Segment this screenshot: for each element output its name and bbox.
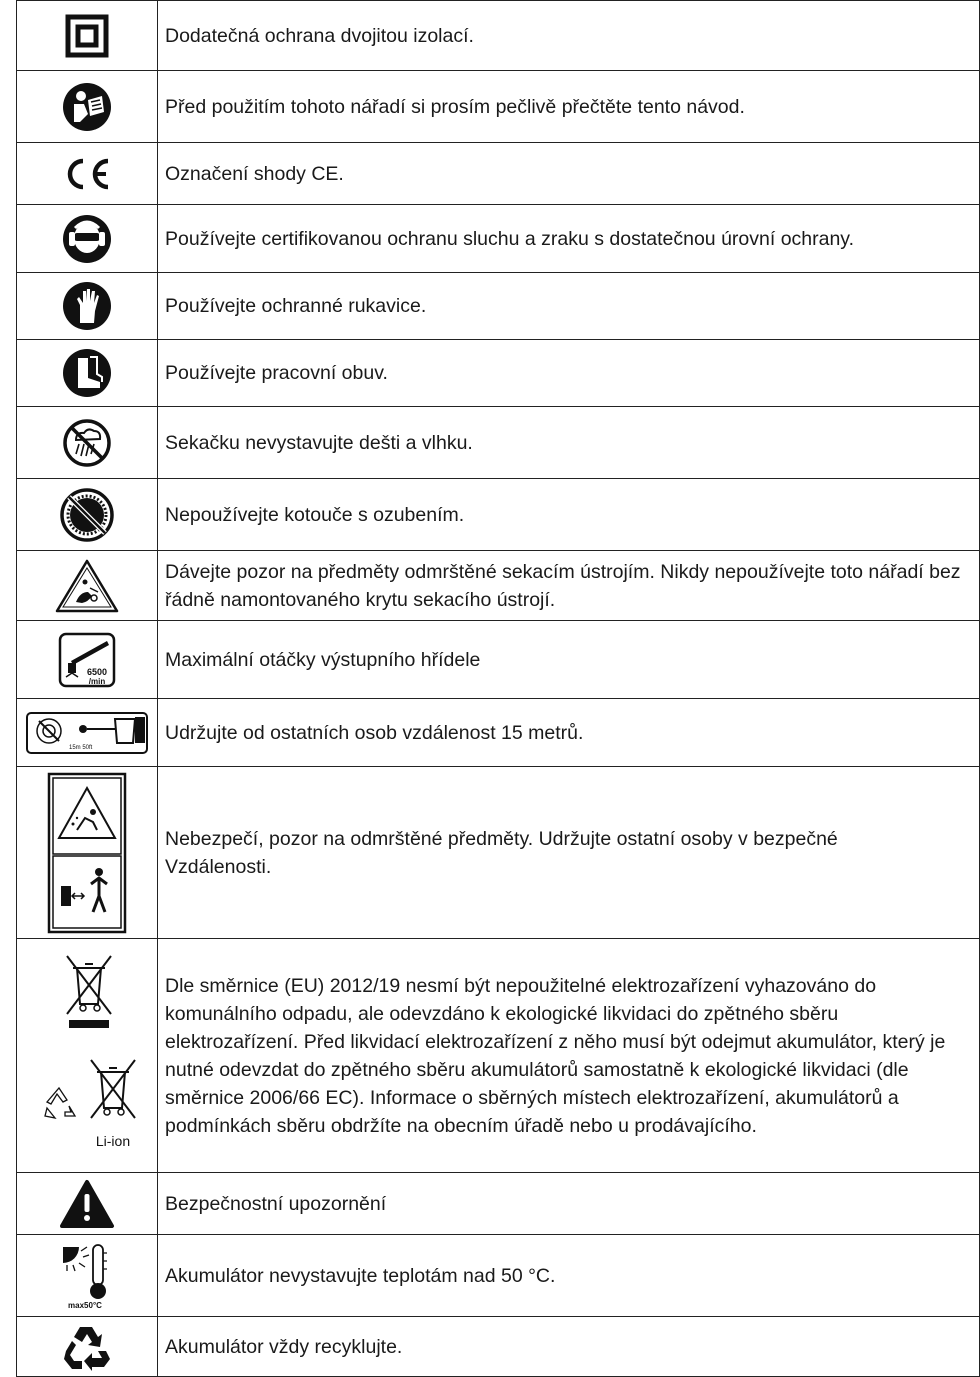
table-row — [17, 273, 980, 340]
table-row — [17, 1173, 980, 1235]
warning-icon — [59, 1179, 115, 1229]
row-text: Udržujte od ostatních osob vzdálenost 15 metrů. — [165, 721, 584, 744]
distance-label: 15m 50ft — [69, 744, 93, 751]
row-text: Nebezpečí, pozor na odmrštěné předměty. Udržujte ostatní osoby v bezpečné Vzdálenosti. — [165, 827, 838, 878]
row-text: Před použitím tohoto nářadí si prosím pečlivě přečtěte tento návod. — [165, 95, 745, 118]
table-row — [17, 767, 980, 939]
row-text: Maximální otáčky výstupního hřídele — [165, 648, 481, 671]
table-row — [17, 939, 980, 1173]
read-manual-icon — [62, 82, 112, 132]
no-toothed-blade-icon — [59, 487, 115, 543]
max-temperature-icon — [57, 1241, 117, 1311]
recycle-icon — [62, 1323, 112, 1371]
row-text: Sekačku nevystavujte dešti a vlhku. — [165, 431, 473, 454]
row-text: Nepoužívejte kotouče s ozubením. — [165, 503, 465, 526]
row-text: Akumulátor vždy recyklujte. — [165, 1335, 403, 1358]
table-row — [17, 407, 980, 479]
gloves-icon — [62, 281, 112, 331]
thrown-objects-warning-icon — [54, 558, 120, 614]
danger-bystanders-icon — [47, 772, 127, 934]
table-row — [17, 1235, 980, 1317]
table-row — [17, 1, 980, 71]
table-row — [17, 340, 980, 407]
safety-symbols-table — [16, 0, 980, 1377]
row-text: Používejte pracovní obuv. — [165, 362, 388, 384]
boots-icon — [62, 348, 112, 398]
row-text: Bezpečnostní upozornění — [165, 1192, 387, 1215]
no-rain-icon — [62, 418, 112, 468]
speed-unit: /min — [88, 676, 106, 686]
row-text: Označení shody CE. — [165, 162, 344, 185]
table-row — [17, 71, 980, 143]
row-text: Dodatečná ochrana dvojitou izolací. — [165, 24, 474, 47]
table-row — [17, 621, 980, 699]
table-row — [17, 699, 980, 767]
row-text: Dle směrnice (EU) 2012/19 nesmí být nepoužitelné elektrozařízení vyhazováno do komunálního odpadu, ale odevzdáno k ekologické likvidaci do zpětného sběru elektrozařízení. Před likvidací elektrozařízení z něho musí být odejmut akumulátor, který je nutné odevzdat do zpětného sběru akumulátorů samostatně k ekologické likvidaci (dle směrnice 2006/66 EC). Informace o sběrných místech elektrozařízení, akumulátorů a podmínkách sběru obdržíte na obecním úřadě nebo u prodávajícího. — [165, 974, 946, 1137]
row-text: Používejte ochranné rukavice. — [165, 295, 427, 317]
table-row — [17, 143, 980, 205]
weee-disposal-icon — [37, 946, 137, 1166]
temperature-label: max50°C — [68, 1300, 102, 1310]
table-row — [17, 479, 980, 551]
row-text: Dávejte pozor na předměty odmrštěné sekacím ústrojím. Nikdy nepoužívejte toto nářadí bez řádně namontovaného krytu sekacího ústrojí. — [165, 560, 961, 611]
table-row — [17, 551, 980, 621]
table-row — [17, 205, 980, 273]
ear-eye-protection-icon — [62, 214, 112, 264]
table-row — [17, 1317, 980, 1377]
row-text: Akumulátor nevystavujte teplotám nad 50 °C. — [165, 1264, 556, 1287]
li-ion-label: Li-ion — [95, 1132, 131, 1149]
double-insulation-icon — [65, 14, 109, 58]
speed-value: 6500 — [86, 666, 108, 677]
row-text: Používejte certifikovanou ochranu sluchu a zraku s dostatečnou úrovní ochrany. — [165, 227, 855, 250]
keep-distance-icon — [25, 711, 149, 755]
ce-mark-icon — [62, 157, 112, 191]
max-speed-icon — [57, 631, 117, 689]
